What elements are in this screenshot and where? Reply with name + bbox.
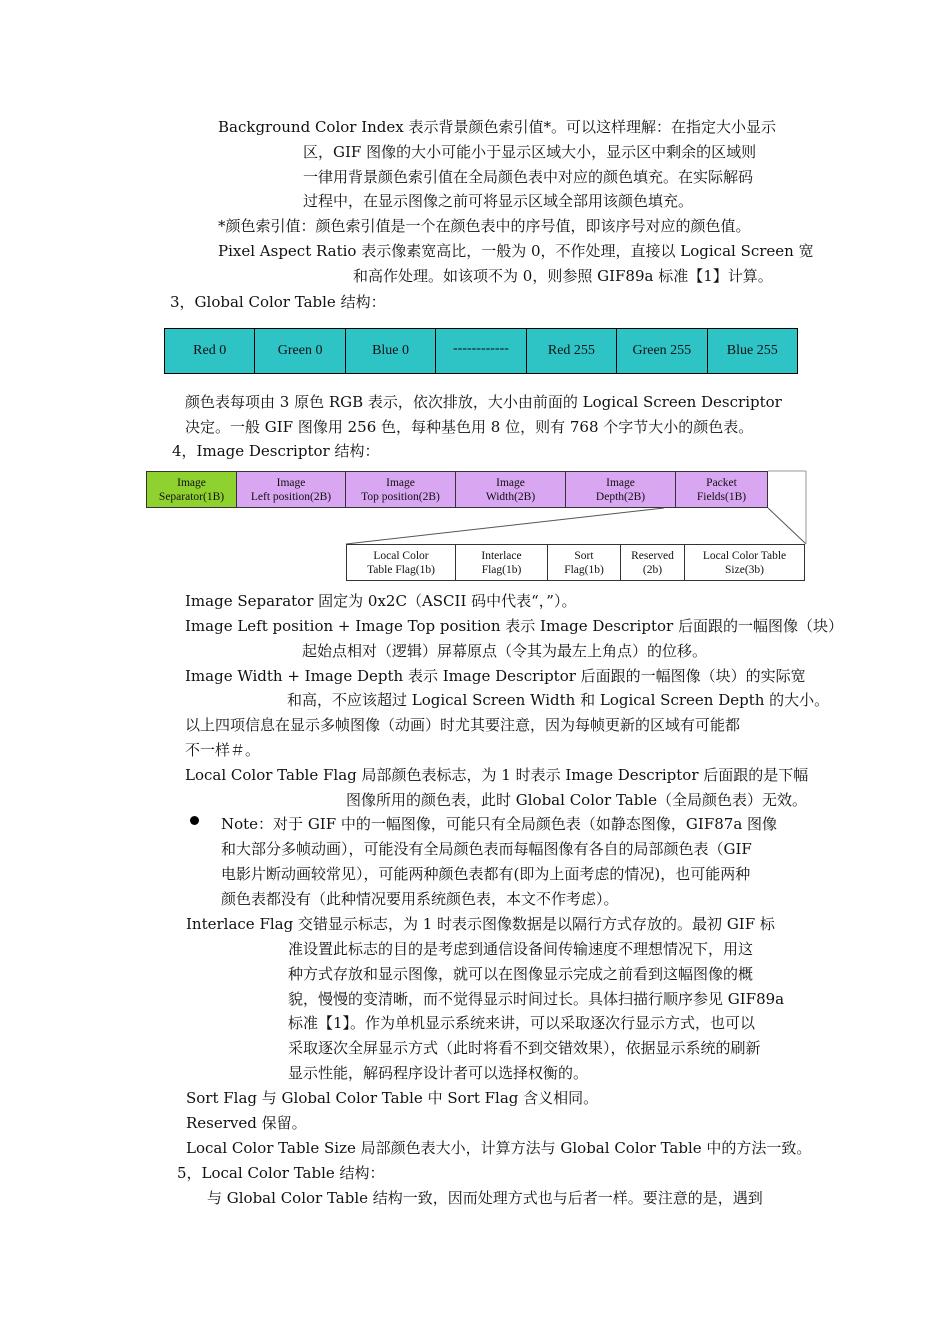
text-line: *颜色索引值：颜色索引值是一个在颜色表中的序号值，即该序号对应的颜色值。 (218, 217, 751, 235)
text-line: 显示性能，解码程序设计者可以选择权衡的。 (288, 1064, 589, 1082)
id-field-packet: Packet Fields(1B) (676, 471, 768, 508)
text-line: Sort Flag 与 Global Color Table 中 Sort Flag 含义相同。 (186, 1089, 599, 1107)
gct-cell: Green 255 (617, 329, 707, 373)
id-field-width: Image Width(2B) (456, 471, 566, 508)
text-line: Local Color Table Size 局部颜色表大小，计算方法与 Global Color Table 中的方法一致。 (186, 1139, 812, 1157)
section-heading: 4，Image Descriptor 结构： (172, 442, 380, 460)
id-field-left: Image Left position(2B) (237, 471, 346, 508)
text-line: Note：对于 GIF 中的一幅图像，可能只有全局颜色表（如静态图像，GIF87a 图像 (221, 815, 778, 833)
gct-cell: Green 0 (255, 329, 345, 373)
gct-cell: Red 255 (527, 329, 617, 373)
text-line: 起始点相对（逻辑）屏幕原点（令其为最左上角点）的位移。 (302, 642, 708, 660)
pf-reserved: Reserved (2b) (621, 544, 685, 581)
gct-cell: ------------ (436, 329, 526, 373)
text-line: 一律用背景颜色索引值在全局颜色表中对应的颜色填充。在实际解码 (303, 168, 754, 186)
pf-local-color-table-flag: Local Color Table Flag(1b) (346, 544, 456, 581)
text-line: 不一样＃。 (185, 741, 261, 759)
text-line: 颜色表都没有（此种情况要用系统颜色表，本文不作考虑）。 (221, 890, 619, 908)
text-line: 区，GIF 图像的大小可能小于显示区域大小，显示区中剩余的区域则 (303, 143, 757, 161)
gct-cell: Blue 0 (346, 329, 436, 373)
text-line: 颜色表每项由 3 原色 RGB 表示，依次排放，大小由前面的 Logical Screen Descriptor (185, 393, 782, 411)
text-line: 标准【1】。作为单机显示系统来讲，可以采取逐次行显示方式，也可以 (288, 1014, 756, 1032)
text-line: 和大部分多帧动画），可能没有全局颜色表而每幅图像有各自的局部颜色表（GIF (221, 840, 752, 858)
text-line: Reserved 保留。 (186, 1114, 307, 1132)
id-field-depth: Image Depth(2B) (566, 471, 676, 508)
text-line: 和高，不应该超过 Logical Screen Width 和 Logical Screen Depth 的大小。 (287, 691, 830, 709)
id-field-top: Image Top position(2B) (346, 471, 456, 508)
text-line: 貌，慢慢的变清晰，而不觉得显示时间过长。具体扫描行顺序参见 GIF89a (288, 990, 785, 1008)
text-line: 图像所用的颜色表，此时 Global Color Table（全局颜色表）无效。 (346, 791, 808, 809)
pf-interlace-flag: Interlace Flag(1b) (456, 544, 548, 581)
text-line: 种方式存放和显示图像，就可以在图像显示完成之前看到这幅图像的概 (288, 965, 754, 983)
text-line: Local Color Table Flag 局部颜色表标志，为 1 时表示 Image Descriptor 后面跟的是下幅 (185, 766, 809, 784)
text-line: Interlace Flag 交错显示标志，为 1 时表示图像数据是以隔行方式存放的。最初 GIF 标 (186, 915, 775, 933)
section-heading: 3，Global Color Table 结构： (170, 293, 386, 311)
gct-cell: Blue 255 (726, 343, 778, 358)
text-line: 准设置此标志的目的是考虑到通信设备间传输速度不理想情况下，用这 (288, 940, 754, 958)
section-heading: 5，Local Color Table 结构： (177, 1164, 385, 1182)
text-line: 电影片断动画较常见），可能两种颜色表都有(即为上面考虑的情况)，也可能两种 (221, 865, 751, 883)
text-line: Image Separator 固定为 0x2C（ASCII 码中代表“，”）。 (185, 592, 577, 610)
text-line: Image Left position + Image Top position 表示 Image Descriptor 后面跟的一幅图像（块） (185, 617, 843, 635)
text-line: 决定。一般 GIF 图像用 256 色，每种基色用 8 位，则有 768 个字节大小的颜色表。 (185, 418, 754, 436)
packet-fields-diagram (346, 544, 805, 581)
text-line: 与 Global Color Table 结构一致，因而处理方式也与后者一样。要注意的是，遇到 (207, 1189, 763, 1207)
gct-cell: Red 0 (165, 329, 255, 373)
text-line: 采取逐次全屏显示方式（此时将看不到交错效果），依据显示系统的刷新 (288, 1039, 761, 1057)
id-field-separator: Image Separator(1B) (146, 471, 237, 508)
text-line: 过程中，在显示图像之前可将显示区域全部用该颜色填充。 (303, 192, 694, 210)
pf-local-color-table-size: Local Color Table Size(3b) (685, 544, 805, 581)
pf-sort-flag: Sort Flag(1b) (548, 544, 621, 581)
text-line: Background Color Index 表示背景颜色索引值*。可以这样理解：在指定大小显示 (218, 118, 777, 136)
text-line: 和高作处理。如该项不为 0，则参照 GIF89a 标准【1】计算。 (353, 267, 773, 285)
bullet-icon (190, 816, 199, 825)
text-line: Pixel Aspect Ratio 表示像素宽高比，一般为 0，不作处理，直接以 Logical Screen 宽 (218, 242, 814, 260)
text-line: 以上四项信息在显示多帧图像（动画）时尤其要注意，因为每帧更新的区域有可能都 (185, 716, 741, 734)
text-line: Image Width + Image Depth 表示 Image Descriptor 后面跟的一幅图像（块）的实际宽 (185, 667, 806, 685)
